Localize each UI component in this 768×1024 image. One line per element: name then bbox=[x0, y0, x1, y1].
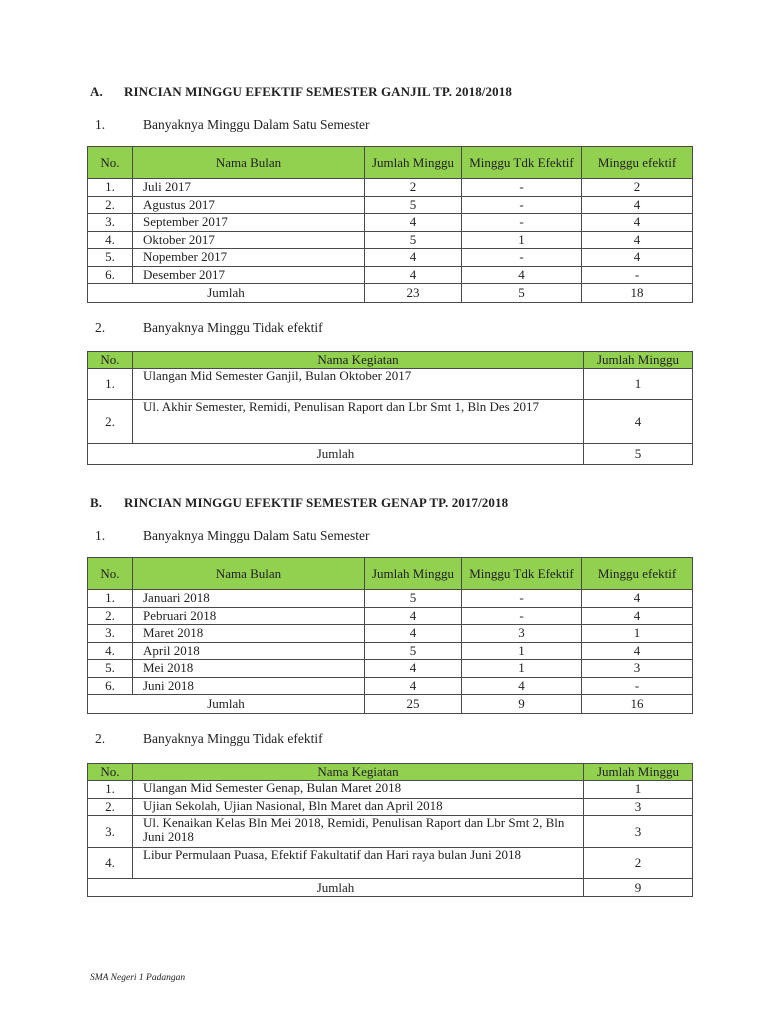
cell-no: 6. bbox=[88, 266, 133, 284]
cell-no: 3. bbox=[88, 625, 133, 643]
subheading-number: 2. bbox=[95, 320, 106, 335]
cell-weeks: 3 bbox=[584, 816, 693, 848]
total-label: Jumlah bbox=[88, 444, 584, 465]
col-header-weeks: Jumlah Minggu bbox=[584, 352, 693, 369]
cell-weeks: 5 bbox=[365, 196, 462, 214]
table-row bbox=[88, 400, 693, 444]
table-row bbox=[88, 196, 693, 214]
cell-ineffective: - bbox=[462, 590, 582, 608]
col-header-ineffective: Minggu Tdk Efektif bbox=[462, 558, 582, 590]
cell-no: 4. bbox=[88, 231, 133, 249]
col-header-effective: Minggu efektif bbox=[582, 558, 693, 590]
table-row bbox=[88, 231, 693, 249]
cell-month: Juni 2018 bbox=[133, 677, 365, 695]
subheading-title: Banyaknya Minggu Dalam Satu Semester bbox=[143, 117, 370, 132]
cell-ineffective: 1 bbox=[462, 231, 582, 249]
cell-weeks: 4 bbox=[365, 266, 462, 284]
cell-no: 1. bbox=[88, 781, 133, 799]
table-total-row bbox=[88, 284, 693, 303]
subheading-title: Banyaknya Minggu Tidak efektif bbox=[143, 731, 323, 746]
subheading-number: 1. bbox=[95, 528, 106, 543]
cell-activity: Ul. Akhir Semester, Remidi, Penulisan Raport dan Lbr Smt 1, Bln Des 2017 bbox=[133, 400, 584, 444]
col-header-effective: Minggu efektif bbox=[582, 147, 693, 179]
cell-ineffective: 4 bbox=[462, 677, 582, 695]
col-header-activity: Nama Kegiatan bbox=[133, 764, 584, 781]
total-label: Jumlah bbox=[88, 695, 365, 714]
cell-no: 5. bbox=[88, 660, 133, 678]
col-header-weeks: Jumlah Minggu bbox=[584, 764, 693, 781]
col-header-no: No. bbox=[88, 352, 133, 369]
cell-weeks: 1 bbox=[584, 781, 693, 799]
cell-activity: Ulangan Mid Semester Genap, Bulan Maret 2018 bbox=[133, 781, 584, 799]
cell-activity: Ujian Sekolah, Ujian Nasional, Bln Maret dan April 2018 bbox=[133, 798, 584, 816]
cell-activity: Libur Permulaan Puasa, Efektif Fakultatif dan Hari raya bulan Juni 2018 bbox=[133, 848, 584, 879]
cell-no: 2. bbox=[88, 196, 133, 214]
cell-no: 1. bbox=[88, 179, 133, 197]
cell-effective: 4 bbox=[582, 607, 693, 625]
cell-activity: Ulangan Mid Semester Ganjil, Bulan Oktober 2017 bbox=[133, 369, 584, 400]
cell-effective: 4 bbox=[582, 231, 693, 249]
cell-month: April 2018 bbox=[133, 642, 365, 660]
cell-ineffective: - bbox=[462, 607, 582, 625]
cell-effective: 2 bbox=[582, 179, 693, 197]
table-total-row bbox=[88, 879, 693, 897]
cell-weeks: 4 bbox=[365, 660, 462, 678]
table-row bbox=[88, 848, 693, 879]
section-title: RINCIAN MINGGU EFEKTIF SEMESTER GENAP TP. 2017/2018 bbox=[124, 495, 509, 510]
col-header-no: No. bbox=[88, 764, 133, 781]
table-weeks-genap bbox=[87, 557, 693, 714]
cell-month: Oktober 2017 bbox=[133, 231, 365, 249]
cell-effective: 1 bbox=[582, 625, 693, 643]
cell-weeks: 1 bbox=[584, 369, 693, 400]
total-label: Jumlah bbox=[88, 284, 365, 303]
col-header-weeks: Jumlah Minggu bbox=[365, 147, 462, 179]
section-letter: B. bbox=[90, 495, 103, 510]
table-row bbox=[88, 781, 693, 799]
table-weeks-ganjil bbox=[87, 146, 693, 303]
total-label: Jumlah bbox=[88, 879, 584, 897]
cell-ineffective: 3 bbox=[462, 625, 582, 643]
cell-no: 4. bbox=[88, 642, 133, 660]
cell-no: 2. bbox=[88, 798, 133, 816]
cell-weeks: 3 bbox=[584, 798, 693, 816]
table-row bbox=[88, 369, 693, 400]
table-row bbox=[88, 214, 693, 232]
cell-ineffective: 1 bbox=[462, 660, 582, 678]
total-weeks: 25 bbox=[365, 695, 462, 714]
section-title: RINCIAN MINGGU EFEKTIF SEMESTER GANJIL TP. 2018/2018 bbox=[124, 84, 512, 99]
cell-effective: 4 bbox=[582, 196, 693, 214]
cell-no: 3. bbox=[88, 816, 133, 848]
cell-month: Agustus 2017 bbox=[133, 196, 365, 214]
col-header-no: No. bbox=[88, 558, 133, 590]
cell-effective: 4 bbox=[582, 249, 693, 267]
subheading-number: 1. bbox=[95, 117, 106, 132]
table-noneffective-ganjil bbox=[87, 351, 693, 465]
cell-no: 2. bbox=[88, 400, 133, 444]
cell-weeks: 4 bbox=[365, 214, 462, 232]
cell-weeks: 5 bbox=[365, 231, 462, 249]
cell-weeks: 2 bbox=[584, 848, 693, 879]
total-weeks: 9 bbox=[584, 879, 693, 897]
total-effective: 18 bbox=[582, 284, 693, 303]
cell-no: 4. bbox=[88, 848, 133, 879]
cell-month: Mei 2018 bbox=[133, 660, 365, 678]
cell-effective: 3 bbox=[582, 660, 693, 678]
table-row bbox=[88, 816, 693, 848]
cell-month: Nopember 2017 bbox=[133, 249, 365, 267]
cell-effective: 4 bbox=[582, 214, 693, 232]
cell-no: 5. bbox=[88, 249, 133, 267]
cell-no: 6. bbox=[88, 677, 133, 695]
table-total-row bbox=[88, 695, 693, 714]
cell-month: Desember 2017 bbox=[133, 266, 365, 284]
table-row bbox=[88, 642, 693, 660]
col-header-weeks: Jumlah Minggu bbox=[365, 558, 462, 590]
cell-weeks: 5 bbox=[365, 642, 462, 660]
total-ineffective: 5 bbox=[462, 284, 582, 303]
total-ineffective: 9 bbox=[462, 695, 582, 714]
cell-no: 1. bbox=[88, 369, 133, 400]
table-total-row bbox=[88, 444, 693, 465]
col-header-no: No. bbox=[88, 147, 133, 179]
table-row bbox=[88, 249, 693, 267]
cell-ineffective: - bbox=[462, 214, 582, 232]
cell-activity: Ul. Kenaikan Kelas Bln Mei 2018, Remidi, Penulisan Raport dan Lbr Smt 2, Bln Juni 2018 bbox=[133, 816, 584, 848]
cell-weeks: 4 bbox=[365, 677, 462, 695]
cell-weeks: 4 bbox=[584, 400, 693, 444]
cell-ineffective: 1 bbox=[462, 642, 582, 660]
cell-effective: - bbox=[582, 266, 693, 284]
cell-weeks: 2 bbox=[365, 179, 462, 197]
cell-weeks: 4 bbox=[365, 625, 462, 643]
cell-no: 3. bbox=[88, 214, 133, 232]
col-header-month: Nama Bulan bbox=[133, 147, 365, 179]
subheading-title: Banyaknya Minggu Dalam Satu Semester bbox=[143, 528, 370, 543]
cell-effective: 4 bbox=[582, 642, 693, 660]
page-footer: SMA Negeri 1 Padangan bbox=[90, 973, 186, 983]
cell-ineffective: - bbox=[462, 179, 582, 197]
table-row bbox=[88, 607, 693, 625]
total-weeks: 23 bbox=[365, 284, 462, 303]
cell-ineffective: - bbox=[462, 249, 582, 267]
cell-ineffective: - bbox=[462, 196, 582, 214]
col-header-ineffective: Minggu Tdk Efektif bbox=[462, 147, 582, 179]
table-row bbox=[88, 625, 693, 643]
cell-month: Januari 2018 bbox=[133, 590, 365, 608]
table-row bbox=[88, 660, 693, 678]
table-row bbox=[88, 266, 693, 284]
cell-effective: 4 bbox=[582, 590, 693, 608]
subheading-number: 2. bbox=[95, 731, 106, 746]
total-effective: 16 bbox=[582, 695, 693, 714]
cell-month: Pebruari 2018 bbox=[133, 607, 365, 625]
cell-no: 2. bbox=[88, 607, 133, 625]
col-header-month: Nama Bulan bbox=[133, 558, 365, 590]
subheading-title: Banyaknya Minggu Tidak efektif bbox=[143, 320, 323, 335]
table-row bbox=[88, 590, 693, 608]
table-row bbox=[88, 179, 693, 197]
table-row bbox=[88, 798, 693, 816]
total-weeks: 5 bbox=[584, 444, 693, 465]
cell-no: 1. bbox=[88, 590, 133, 608]
cell-month: Juli 2017 bbox=[133, 179, 365, 197]
cell-weeks: 4 bbox=[365, 249, 462, 267]
cell-ineffective: 4 bbox=[462, 266, 582, 284]
cell-month: Maret 2018 bbox=[133, 625, 365, 643]
cell-weeks: 5 bbox=[365, 590, 462, 608]
cell-weeks: 4 bbox=[365, 607, 462, 625]
col-header-activity: Nama Kegiatan bbox=[133, 352, 584, 369]
cell-month: September 2017 bbox=[133, 214, 365, 232]
cell-effective: - bbox=[582, 677, 693, 695]
section-letter: A. bbox=[90, 84, 103, 99]
table-row bbox=[88, 677, 693, 695]
table-noneffective-genap bbox=[87, 763, 693, 897]
